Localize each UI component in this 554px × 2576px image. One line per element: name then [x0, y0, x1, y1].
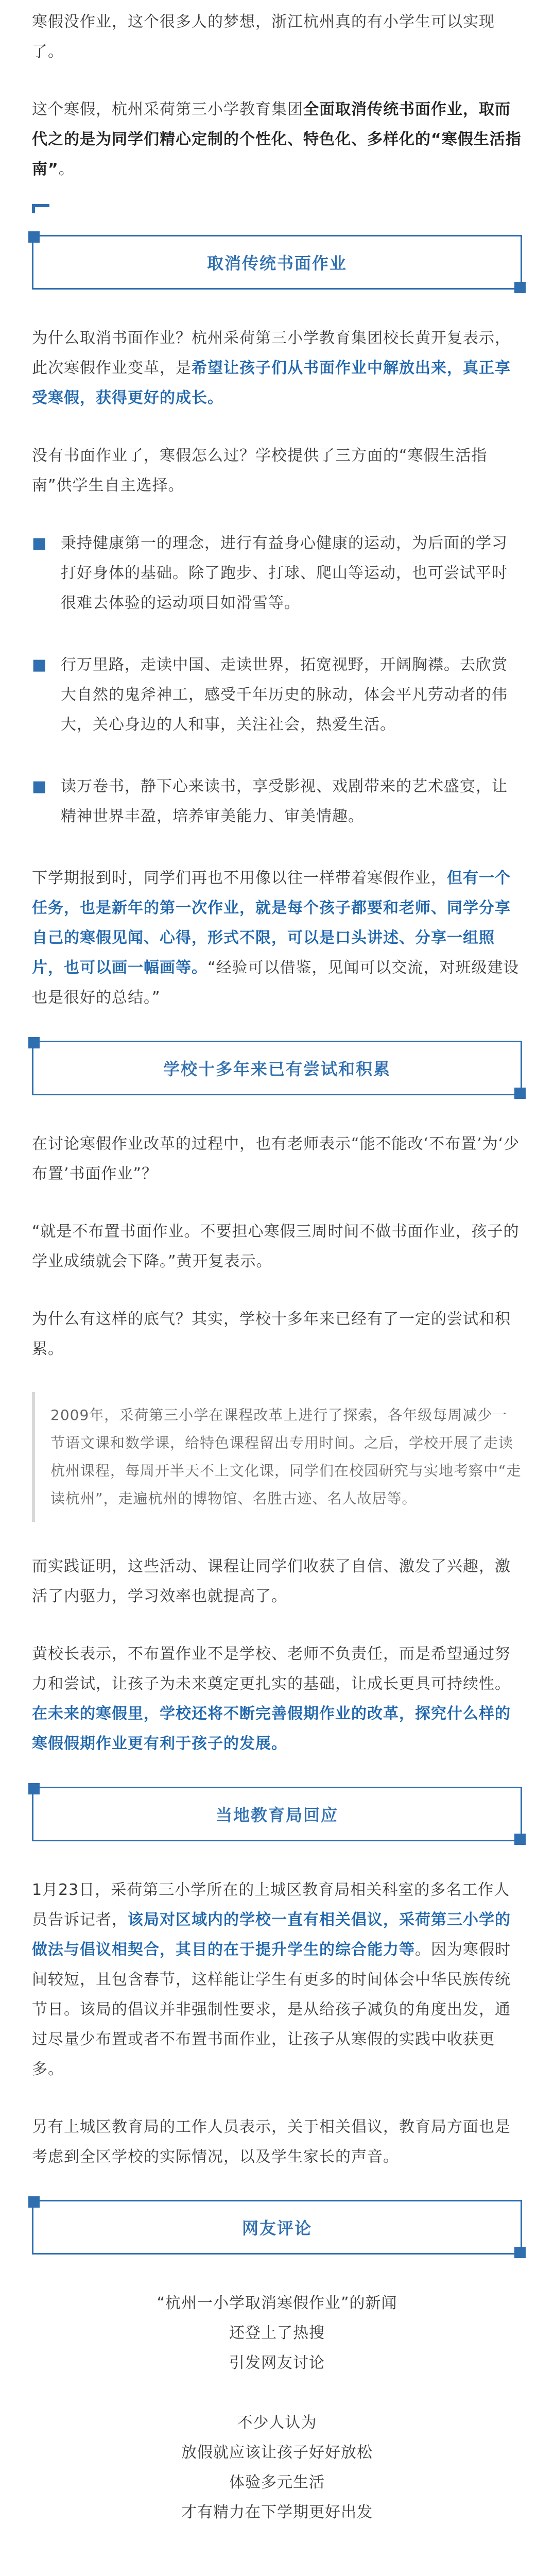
quote-open-mark-icon: [32, 204, 49, 213]
section1-text-1a: 为什么取消书面作业？杭州采荷第三小学教育集团校长黄开复表示，此次寒假作业变革，是: [32, 329, 511, 377]
comments-block: [32, 2289, 522, 2528]
section-header-school-experience: [32, 1041, 522, 1095]
section3-text-2: 另有上城区教育局的工作人员表示，关于相关倡议，教育局方面也是考虑到全区学校的实际情况，以及学生家长的声音。: [32, 2118, 511, 2166]
comment-line: 才有精力在下学期更好出发: [181, 2503, 373, 2521]
section2-text-4: 而实践证明，这些活动、课程让同学们收获了自信、激发了兴趣，激活了内驱力，学习效率也就提高了。: [32, 1557, 511, 1605]
corner-decoration: [28, 1783, 40, 1794]
quote-text: 2009年，采荷第三小学在课程改革上进行了探索，各年级每周减少一节语文课和数学课，给特色课程留出专用时间。之后，学校开展了走读杭州课程，每周开半天不上文化课，同学们在校园研究与实地考察中“走读杭州”，走遍杭州的博物馆、名胜古迹、名人故居等。: [50, 1406, 522, 1507]
section3-text-1c: 。因为寒假时间较短，且包含春节，这样能让学生有更多的时间体会中华民族传统节日。该局的倡议并非强制性要求，是从给孩子减负的角度出发，通过尽量少布置或者不布置书面作业，让孩子从寒假的实践中收获更多。: [32, 1941, 511, 2078]
comment-line: 不少人认为: [237, 2414, 317, 2432]
intro-text-1: 寒假没作业，这个很多人的梦想，浙江杭州真的有小学生可以实现了。: [32, 13, 495, 61]
section-title: 学校十多年来已有尝试和积累: [163, 1059, 391, 1079]
section2-text-3: 为什么有这样的底气？其实，学校十多年来已经有了一定的尝试和积累。: [32, 1310, 511, 1358]
bullet-square-icon: ■: [32, 534, 47, 552]
corner-decoration: [514, 1834, 526, 1845]
section2-paragraph-2: [32, 1217, 522, 1277]
section3-text-1a: 1月23日，采荷第三小学所在的上城区教育局相关科室的多名工作人员告诉记者，: [32, 1881, 510, 1929]
section2-paragraph-3: [32, 1304, 522, 1364]
history-quote-block: [32, 1392, 522, 1522]
section-title: 当地教育局回应: [215, 1805, 338, 1825]
corner-decoration: [28, 231, 40, 243]
corner-decoration: [514, 282, 526, 293]
comment-line: 还登上了热搜: [229, 2324, 325, 2342]
section-header-netizen-comments: [32, 2200, 522, 2255]
section3-highlight-1: 该局对区域内的学校一直有相关倡议，采荷第三小学的做法与倡议相契合，其目的在于提升学生的综合能力等: [32, 1911, 511, 1959]
comment-spacer: [32, 2378, 522, 2408]
comment-line: 放假就应该让孩子好好放松: [181, 2444, 373, 2462]
corner-decoration: [28, 2196, 40, 2208]
list-item: [32, 650, 522, 740]
section2-text-1: 在讨论寒假作业改革的过程中，也有老师表示“能不能改‘不布置’为‘少布置’书面作业”？: [32, 1135, 520, 1183]
section1-paragraph-1: [32, 324, 522, 413]
section1-text-3a: 下学期报到时，同学们再也不用像以往一样带着寒假作业，: [32, 869, 447, 887]
bullet-square-icon: ■: [32, 777, 47, 795]
section2-paragraph-4: [32, 1552, 522, 1612]
section-header-cancel-homework: [32, 235, 522, 290]
intro-text-2b: 全面取消传统书面作业，取而代之的是为同学们精心定制的个性化、特色化、多样化的“寒假生活指南”: [32, 100, 522, 178]
section1-paragraph-3: [32, 863, 522, 1013]
section-title: 取消传统书面作业: [206, 253, 347, 273]
section1-text-3c: “经验可以借鉴，见闻可以交流，对班级建设也是很好的总结。”: [32, 959, 520, 1007]
section1-paragraph-2: [32, 441, 522, 501]
section-title: 网友评论: [241, 2218, 312, 2238]
section1-highlight-1: 希望让孩子们从书面作业中解放出来，真正享受寒假，获得更好的成长。: [32, 359, 511, 407]
section3-paragraph-2: [32, 2112, 522, 2172]
section-header-education-bureau: [32, 1787, 522, 1841]
intro-text-2c: 。: [58, 160, 75, 178]
list-item-text: 读万卷书，静下心来读书，享受影视、戏剧带来的艺术盛宴，让精神世界丰盈，培养审美能力、审美情趣。: [61, 777, 508, 825]
corner-decoration: [514, 1088, 526, 1099]
comment-line: 引发网友讨论: [229, 2354, 325, 2372]
section1-text-2: 没有书面作业了，寒假怎么过？学校提供了三方面的“寒假生活指南”供学生自主选择。: [32, 447, 488, 495]
section1-highlight-3: 但有一个任务，也是新年的第一次作业，就是每个孩子都要和老师、同学分享自己的寒假见闻、心得，形式不限，可以是口头讲述、分享一组照片，也可以画一幅画等。: [32, 869, 511, 977]
section2-paragraph-1: [32, 1129, 522, 1189]
guide-list: [32, 529, 522, 832]
section2-highlight-5: 在未来的寒假里，学校还将不断完善假期作业的改革，探究什么样的寒假假期作业更有利于孩子的发展。: [32, 1705, 511, 1753]
list-item: [32, 529, 522, 618]
section2-text-5a: 黄校长表示，不布置作业不是学校、老师不负责任，而是希望通过努力和尝试，让孩子为未来奠定更扎实的基础，让成长更具可持续性。: [32, 1645, 511, 1693]
comment-line: “杭州一小学取消寒假作业”的新闻: [157, 2294, 397, 2312]
comment-line: 体验多元生活: [229, 2473, 325, 2492]
corner-decoration: [514, 2247, 526, 2258]
list-item: [32, 772, 522, 832]
section2-text-2: “就是不布置书面作业。不要担心寒假三周时间不做书面作业，孩子的学业成绩就会下降。”黄开复表示。: [32, 1223, 520, 1270]
intro-paragraph-2: [32, 95, 522, 184]
section3-paragraph-1: [32, 1875, 522, 2084]
section2-paragraph-5: [32, 1639, 522, 1759]
bullet-square-icon: ■: [32, 656, 47, 674]
list-item-text: 秉持健康第一的理念，进行有益身心健康的运动，为后面的学习打好身体的基础。除了跑步、打球、爬山等运动，也可尝试平时很难去体验的运动项目如滑雪等。: [61, 534, 508, 612]
intro-paragraph-1: [32, 7, 522, 67]
intro-text-2a: 这个寒假，杭州采荷第三小学教育集团: [32, 100, 303, 118]
corner-decoration: [28, 1037, 40, 1048]
list-item-text: 行万里路，走读中国、走读世界，拓宽视野，开阔胸襟。去欣赏大自然的鬼斧神工，感受千年历史的脉动，体会平凡劳动者的伟大，关心身边的人和事，关注社会，热爱生活。: [61, 656, 508, 734]
